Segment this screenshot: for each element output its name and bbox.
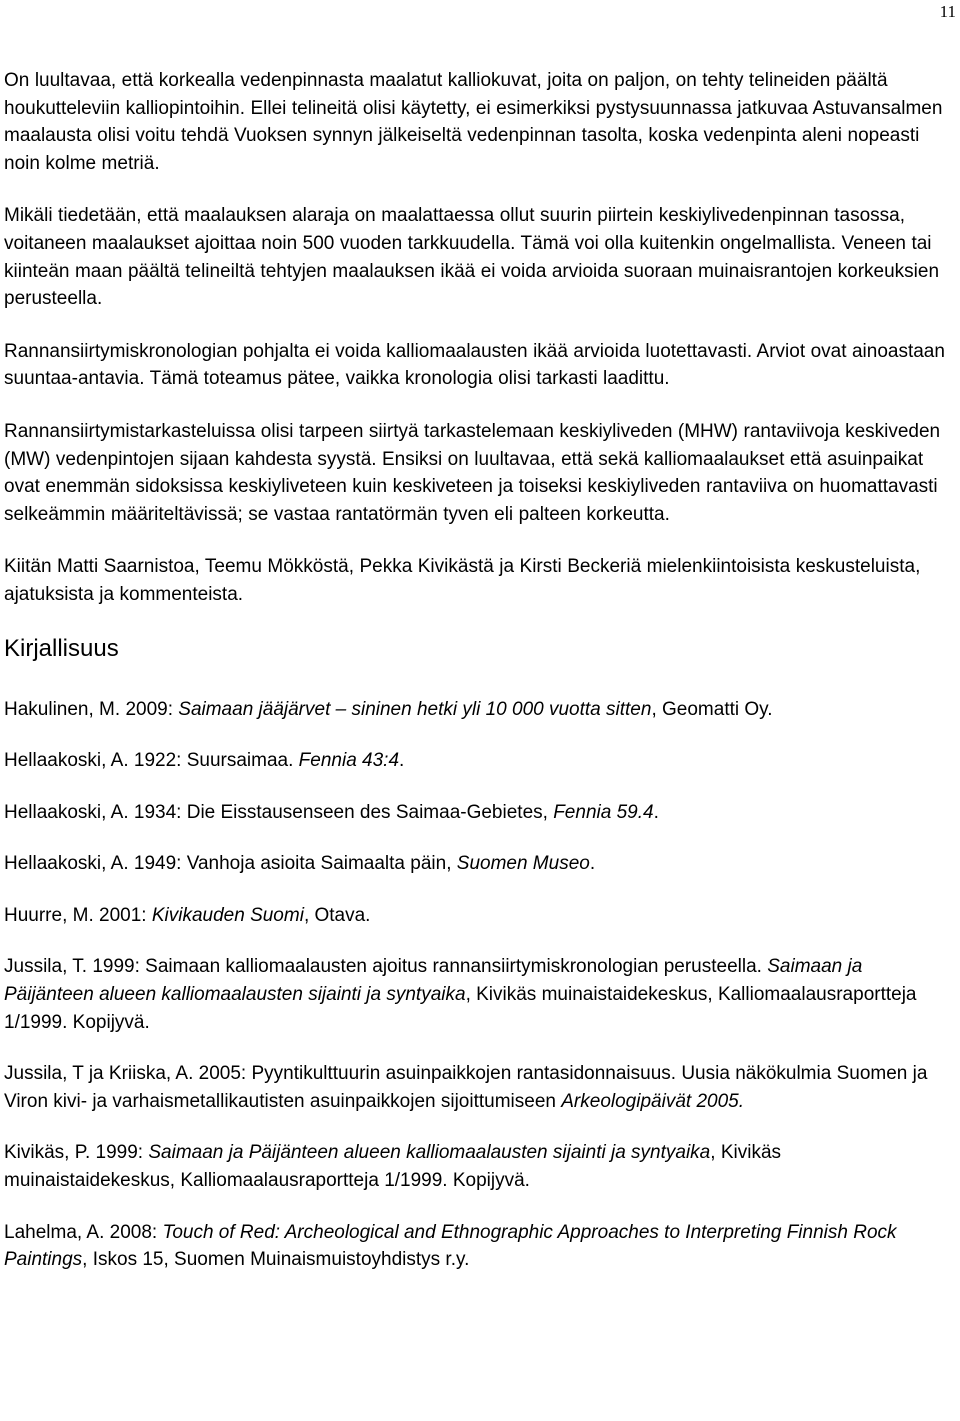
reference-text: , Iskos 15, Suomen Muinaismuistoyhdistys r.y. <box>82 1249 470 1271</box>
reference-item <box>4 1139 956 1194</box>
reference-item <box>4 1219 956 1274</box>
reference-text: Jussila, T. 1999: Saimaan kalliomaalausten ajoitus rannansiirtymiskronologian perusteella. <box>4 956 768 978</box>
paragraph: Mikäli tiedetään, että maalauksen alaraja on maalattaessa ollut suurin piirtein keskiylivedenpinnan tasossa, voitaneen maalaukset ajoittaa noin 500 vuoden tarkkuudella. Tämä voi olla kuitenkin ongelmallista. Veneen tai kiinteän maan päältä telineiltä tehtyjen maalauksen ikää ei voida arvioida suoraan muinaisrantojen korkeuksien perusteella. <box>4 205 940 310</box>
page-number: 11 <box>939 2 956 21</box>
paragraph: On luultavaa, että korkealla vedenpinnasta maalatut kalliokuvat, joita on paljon, on tehty telineiden päältä houkutteleviin kalliopintoihin. Ellei telineitä olisi käytetty, ei esimerkiksi pystysuunnassa jatkuvaa Astuvansalmen maalausta olisi voitu tehdä Vuoksen synnyn jälkeiseltä vedenpinnan tasolta, koska vedenpinta aleni nopeasti noin kolme metriä. <box>4 70 943 174</box>
reference-item <box>4 1060 956 1115</box>
reference-text: , Otava. <box>303 904 371 926</box>
document-body <box>4 67 956 1298</box>
references-heading: Kirjallisuus <box>4 634 119 662</box>
paragraph: Rannansiirtymiskronologian pohjalta ei voida kalliomaalausten ikää arvioida luotettavasti. Arviot ovat ainoastaan suuntaa-antavia. Tämä toteamus pätee, vaikka kronologia olisi tarkasti laadittu. <box>4 340 945 390</box>
reference-text: , Geomatti Oy. <box>651 698 773 720</box>
reference-text: . <box>399 750 405 772</box>
reference-text: Hellaakoski, A. 1949: Vanhoja asioita Saimaalta päin, <box>4 853 457 875</box>
reference-text: . <box>653 801 659 823</box>
reference-title: Touch of Red: Archeological and Ethnographic Approaches to Interpreting Finnish Rock Paintings <box>4 1221 897 1271</box>
reference-title: Kivikauden Suomi <box>151 904 304 926</box>
reference-text: Kivikäs, P. 1999: <box>4 1142 149 1164</box>
reference-title: Saimaan ja Päijänteen alueen kalliomaalausten sijainti ja syntyaika <box>148 1142 711 1164</box>
reference-text: . <box>589 853 596 875</box>
reference-item <box>4 799 956 827</box>
reference-title: Fennia 59.4 <box>553 801 654 823</box>
reference-item <box>4 696 956 724</box>
reference-text: Hakulinen, M. 2009: <box>4 698 179 720</box>
reference-item <box>4 850 956 878</box>
reference-title: Saimaan ja Päijänteen alueen kalliomaalausten sijainti ja syntyaika <box>4 956 863 1006</box>
reference-list <box>4 696 956 1274</box>
reference-text: Hellaakoski, A. 1934: Die Eisstausenseen des Saimaa-Gebietes, <box>4 801 554 823</box>
reference-text: , Kivikäs muinaistaidekeskus, Kalliomaalausraportteja 1/1999. Kopijyvä. <box>4 1142 782 1192</box>
reference-text: Hellaakoski, A. 1922: Suursaimaa. <box>4 750 299 772</box>
reference-item <box>4 902 956 930</box>
acknowledgements-paragraph: Kiitän Matti Saarnistoa, Teemu Mökköstä, Pekka Kivikästä ja Kirsti Beckeriä mielenkiintoisista keskusteluista, ajatuksista ja kommenteista. <box>4 556 921 605</box>
reference-text: Huurre, M. 2001: <box>4 904 152 926</box>
reference-title: Arkeologipäivät 2005. <box>561 1090 744 1112</box>
reference-item <box>4 953 956 1036</box>
reference-title: Suomen Museo <box>456 853 590 875</box>
reference-text: Jussila, T ja Kriiska, A. 2005: Pyyntikulttuurin asuinpaikkojen rantasidonnaisuus. Uusia näkökulmia Suomen ja Viron kivi- ja varhaismetallikautisten asuinpaikkojen sijoittumiseen <box>4 1063 928 1112</box>
paragraph: Rannansiirtymistarkasteluissa olisi tarpeen siirtyä tarkastelemaan keskiyliveden (MHW) rantaviivoja keskiveden (MW) vedenpintojen sijaan kahdesta syystä. Ensiksi on luultavaa, että sekä kalliomaalaukset että asuinpaikat ovat enemmän sidoksissa keskiyliveteen kuin keskiveteen ja toiseksi keskiyliveden rantaviiva on huomattavasti selkeämmin määriteltävissä; se vastaa rantatörmän tyven eli palteen korkeutta. <box>4 420 941 525</box>
reference-title: Fennia 43:4 <box>298 750 400 772</box>
reference-text: , Kivikäs muinaistaidekeskus, Kalliomaalausraportteja 1/1999. Kopijyvä. <box>4 984 917 1033</box>
reference-item <box>4 747 956 775</box>
reference-text: Lahelma, A. 2008: <box>4 1221 163 1243</box>
reference-title: Saimaan jääjärvet – sininen hetki yli 10 000 vuotta sitten <box>178 698 652 720</box>
